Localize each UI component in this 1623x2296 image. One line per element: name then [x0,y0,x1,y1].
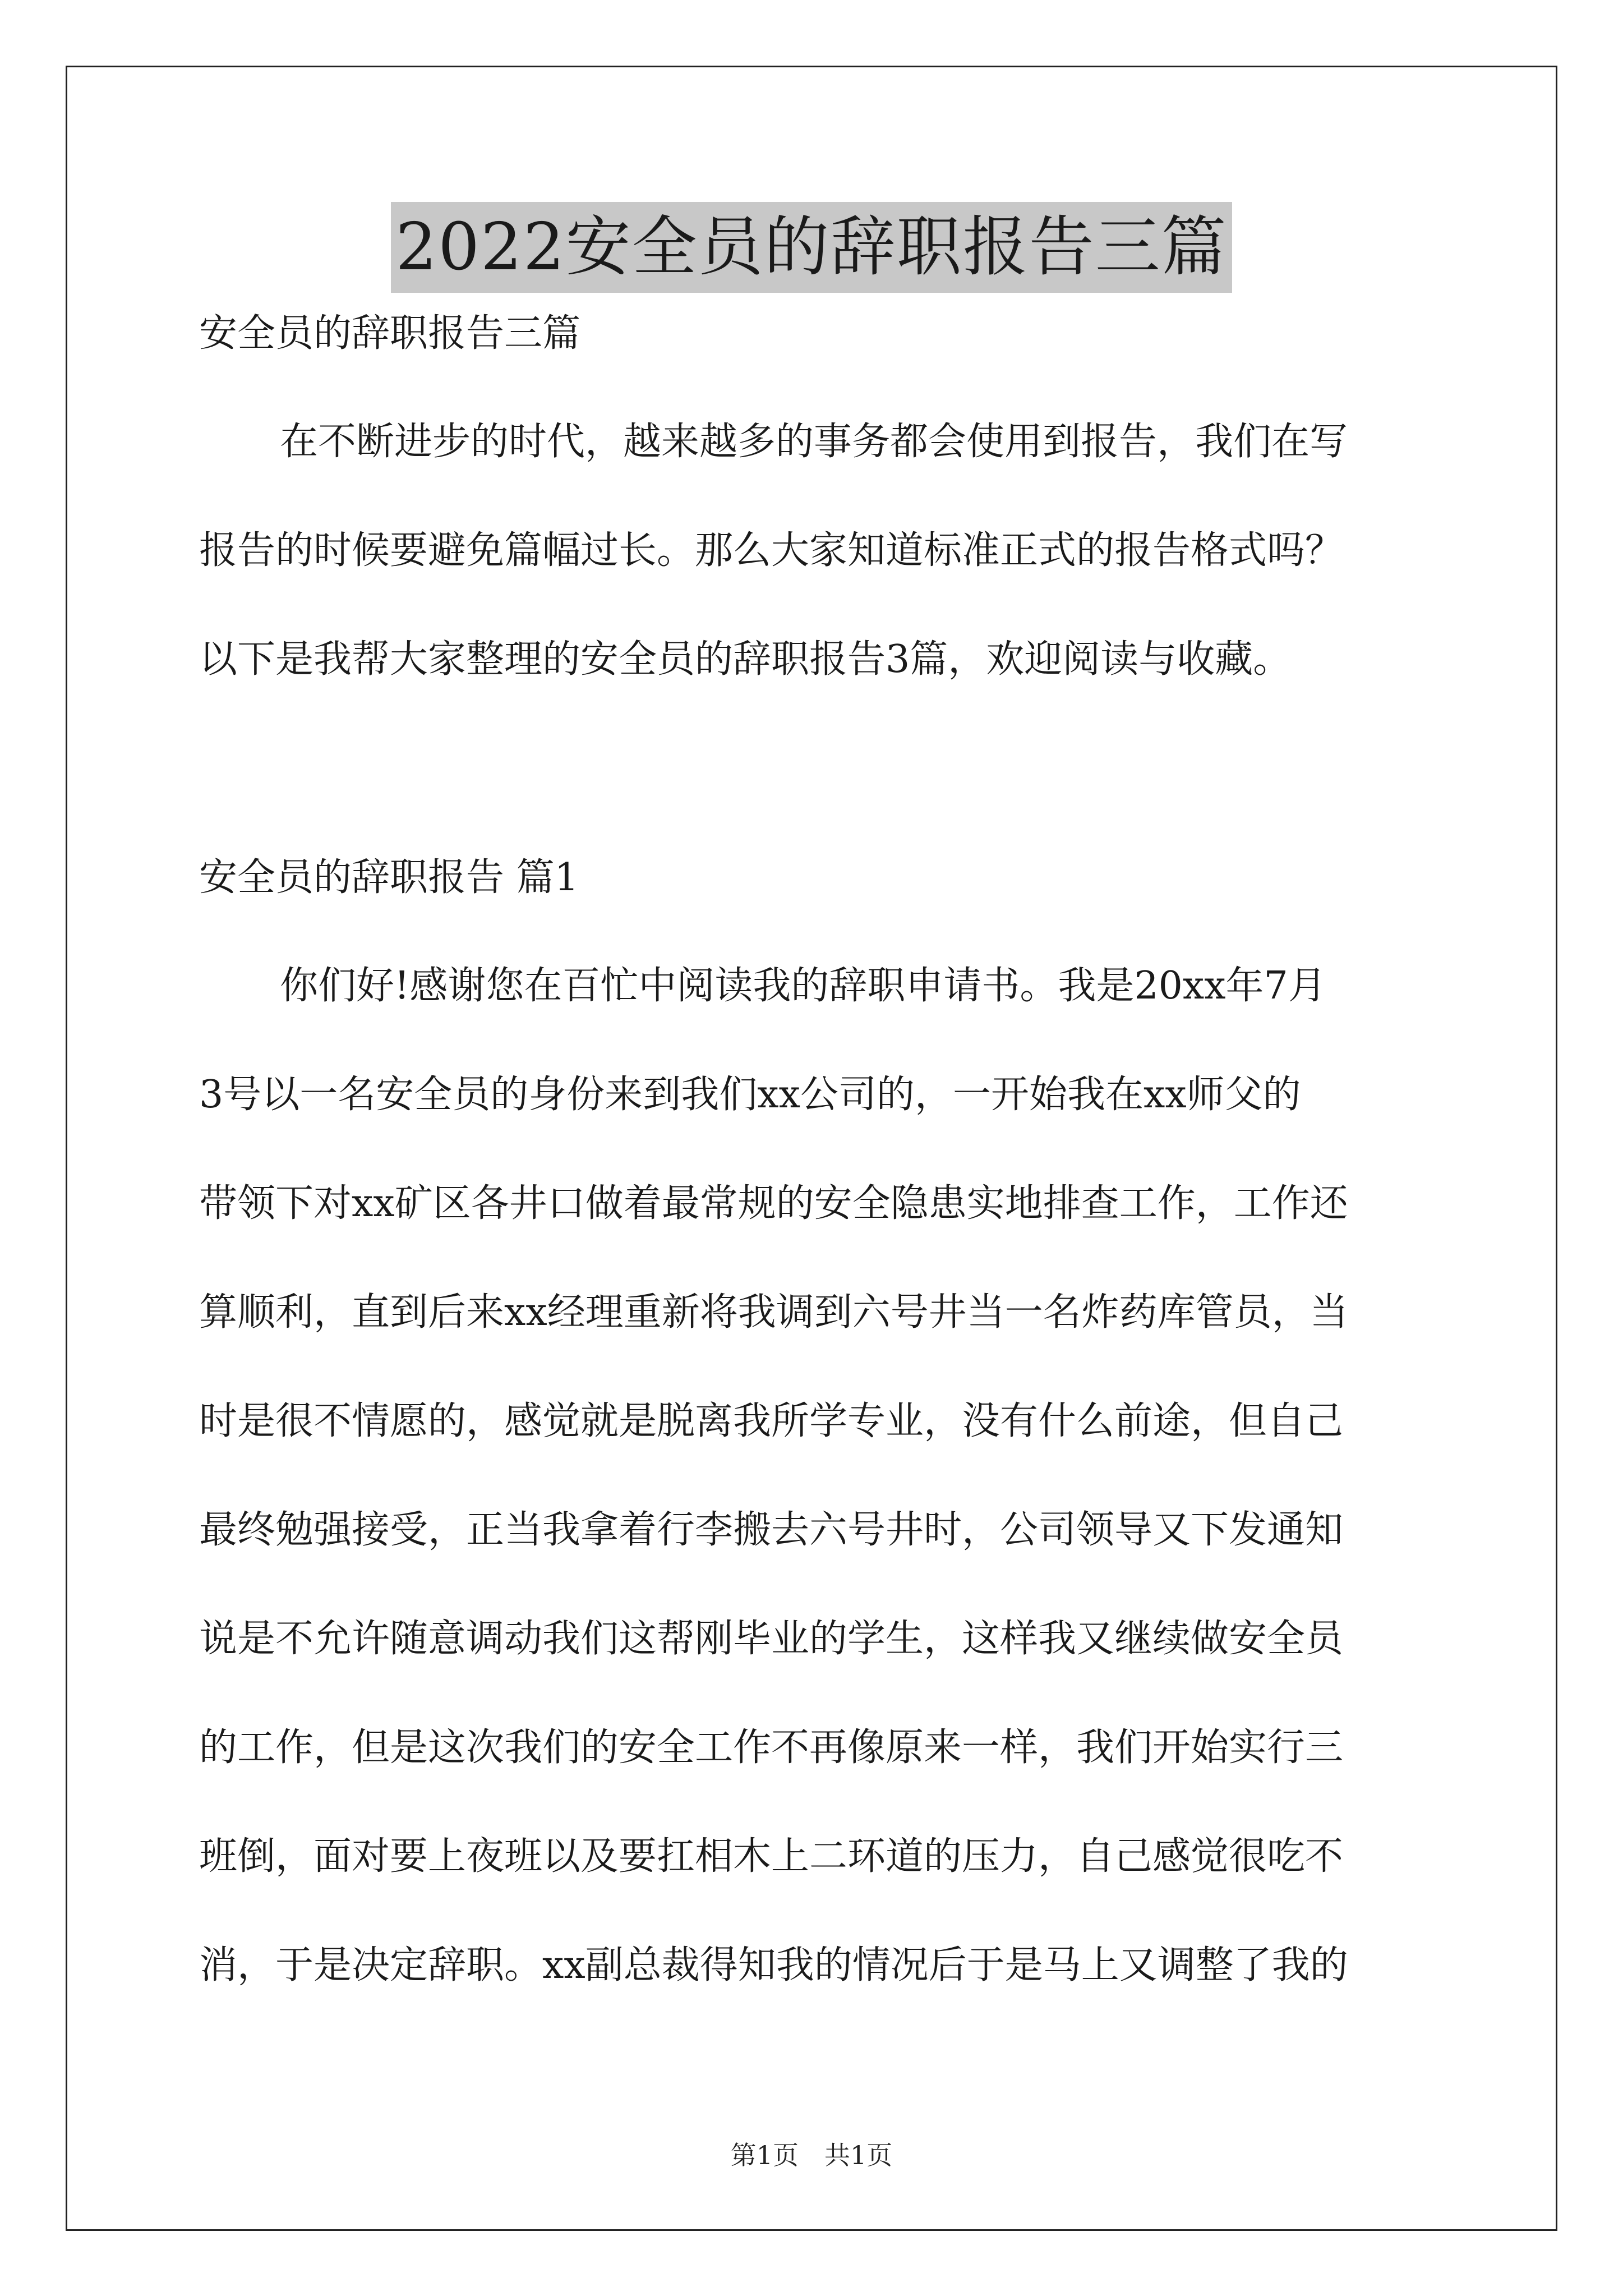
section-line: 说是不允许随意调动我们这帮刚毕业的学生，这样我又继续做安全员 [199,1617,1344,1661]
section-line: 你们好!感谢您在百忙中阅读我的辞职申请书。我是20xx年7月 [280,964,1326,1008]
section-heading: 安全员的辞职报告 篇1 [199,855,579,900]
section-line: 时是很不情愿的，感觉就是脱离我所学专业，没有什么前途，但自己 [199,1399,1344,1443]
title-container [0,202,1623,293]
intro-line: 以下是我帮大家整理的安全员的辞职报告3篇，欢迎阅读与收藏。 [199,637,1292,682]
section-line: 3号以一名安全员的身份来到我们xx公司的，一开始我在xx师父的 [199,1073,1301,1117]
section-line: 班倒，面对要上夜班以及要扛相木上二环道的压力，自己感觉很吃不 [199,1834,1344,1879]
section-line: 最终勉强接受，正当我拿着行李搬去六号井时，公司领导又下发通知 [199,1508,1344,1552]
intro-line: 在不断进步的时代，越来越多的事务都会使用到报告，我们在写 [280,420,1348,464]
page-border [66,66,1557,2231]
section-line: 的工作，但是这次我们的安全工作不再像原来一样，我们开始实行三 [199,1726,1344,1770]
section-line: 消，于是决定辞职。xx副总裁得知我的情况后于是马上又调整了我的 [199,1943,1348,1987]
intro-line: 报告的时候要避免篇幅过长。那么大家知道标准正式的报告格式吗？ [199,528,1344,573]
section-line: 带领下对xx矿区各井口做着最常规的安全隐患实地排查工作，工作还 [199,1181,1348,1226]
document-title: 2022安全员的辞职报告三篇 [391,202,1232,293]
section-line: 算顺利，直到后来xx经理重新将我调到六号井当一名炸药库管员，当 [199,1290,1348,1335]
page-footer: 第1页 共1页 [730,2140,893,2170]
subtitle: 安全员的辞职报告三篇 [199,311,581,356]
